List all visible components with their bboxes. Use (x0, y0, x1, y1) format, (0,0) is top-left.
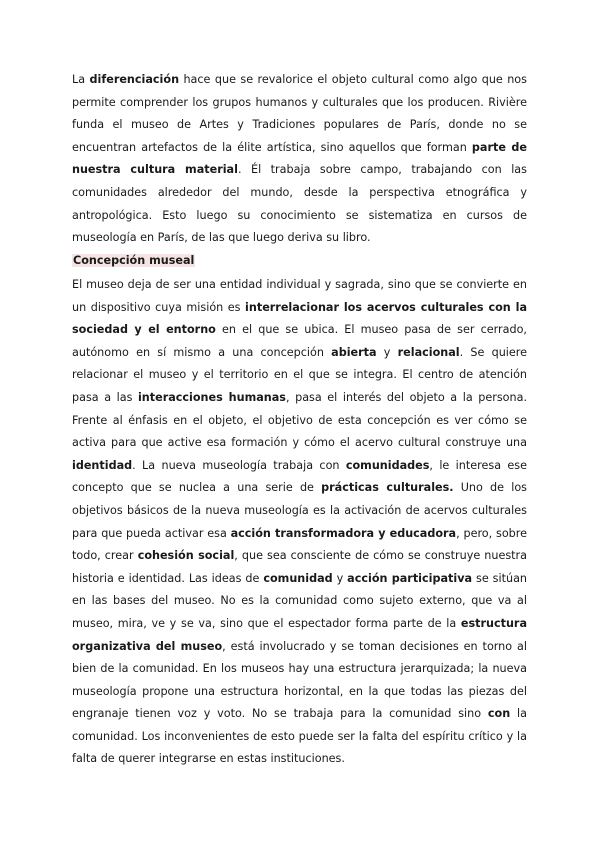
text-run: , le interesa ese concepto que se nuclea a una serie de (72, 458, 528, 495)
bold-phrase: con (487, 707, 511, 721)
text-run: . Se quiere relacionar el museo y el territorio en el que se integra. El centro de atención pasa a las (72, 345, 528, 404)
bold-phrase: acción participativa (347, 571, 473, 585)
section-heading (72, 253, 195, 269)
bold-phrase: diferenciación (89, 73, 180, 86)
text-run: se sitúan en las bases del museo. No es la comunidad como sujeto externo, que va al museo, mira, ve y se va, sino que el espectador forma parte de la (72, 571, 528, 630)
paragraph-diferenciacion (72, 69, 527, 250)
text-run: y (376, 345, 398, 359)
bold-phrase: comunidades (345, 458, 430, 472)
bold-phrase: prácticas culturales. (321, 481, 454, 495)
text-run: Uno de los objetivos básicos de la nueva museología es la activación de acervos culturales para que pueda activar esa (72, 481, 528, 540)
bold-phrase: parte de nuestra cultura material (72, 140, 527, 177)
text-run: , pero, sobre todo, crear (72, 526, 527, 563)
text-run: El museo deja de ser una entidad individual y sagrada, sino que se convierte en un dispositivo cuya misión es (72, 278, 527, 314)
bold-phrase: interrelacionar los acervos culturales con la sociedad y el entorno (72, 300, 527, 337)
text-run: hace que se revalorice el objeto cultural como algo que nos permite comprender los grupos humanos y culturales que los producen. Rivière funda el museo de Artes y Tradiciones populares de París, donde no se encuentran artefactos de la élite artística, sino aquellos que forman (72, 73, 527, 154)
text-run: . Él trabaja sobre campo, trabajando con las comunidades alrededor del mundo, desde la perspectiva etnográfica y antropológica. Esto luego su conocimiento se sistematiza en cursos de museología en París, de las que luego deriva su libro. (72, 163, 527, 245)
bold-phrase: identidad (72, 458, 133, 472)
paragraph-concepcion-museal (72, 274, 527, 771)
bold-phrase: relacional (397, 345, 460, 359)
text-run: , está involucrado y se toman decisiones en torno al bien de la comunidad. En los museos hay una estructura jerarquizada; la nueva museología propone una estructura horizontal, en la que todas las piezas del engranaje tienen voz y voto. No se trabaja para la comunidad sino (72, 639, 527, 721)
text-run: . La nueva museología trabaja con (132, 458, 346, 472)
text-run: La (72, 73, 90, 86)
bold-phrase: comunidad (263, 571, 333, 585)
bold-phrase: estructura organizativa del museo (72, 616, 527, 653)
text-run: , que sea consciente de cómo se construye nuestra historia e identidad. Las ideas de (72, 549, 527, 585)
heading-text: Concepción museal (73, 254, 195, 267)
bold-phrase: acción transformadora y educadora (230, 526, 457, 540)
text-run: en el que se ubica. El museo pasa de ser cerrado, autónomo en sí mismo a una concepción (72, 323, 527, 359)
bold-phrase: cohesión social (137, 549, 235, 563)
bold-phrase: abierta (331, 345, 377, 359)
text-run: la comunidad. Los inconvenientes de esto puede ser la falta del espíritu crítico y la falta de querer integrarse en estas instituciones. (72, 707, 527, 766)
text-run: y (332, 571, 348, 585)
bold-phrase: interacciones humanas (137, 390, 286, 404)
text-run: , pasa el interés del objeto a la persona. Frente al énfasis en el objeto, el objetivo de esta concepción es ver cómo se activa para que active esa formación y cómo el acervo cultural construye una (72, 390, 527, 450)
